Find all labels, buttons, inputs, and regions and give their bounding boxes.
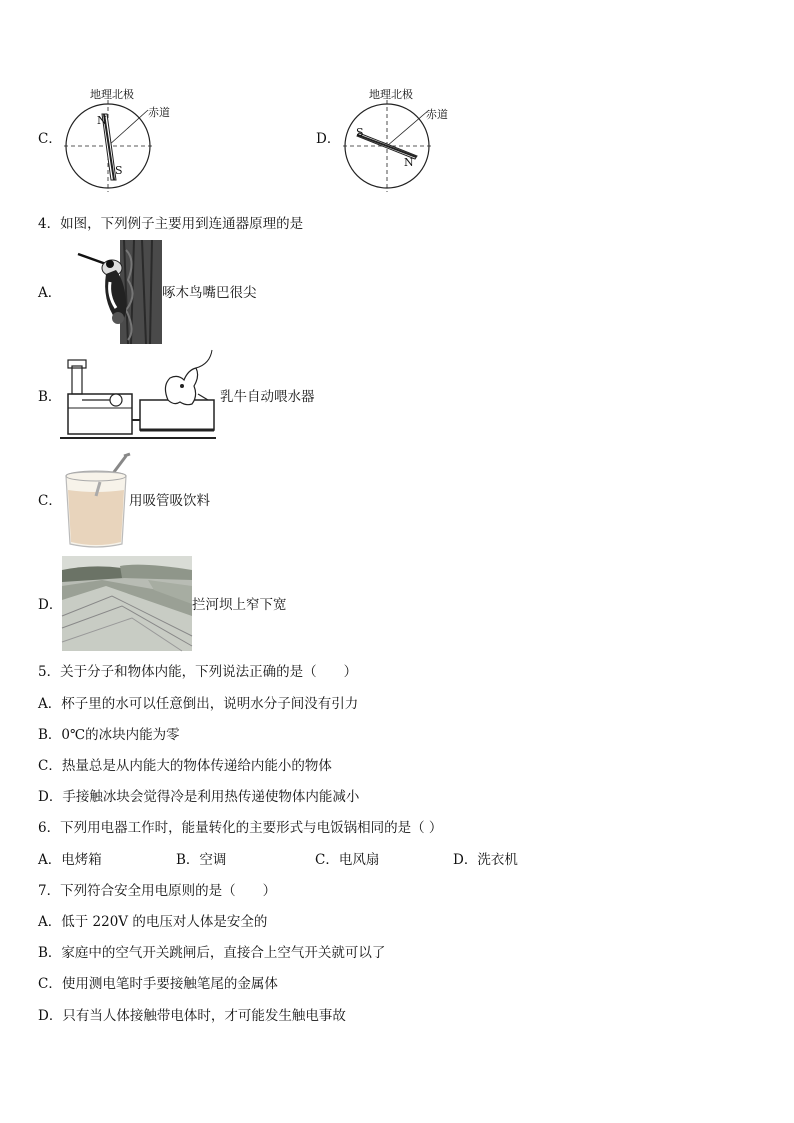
question-6-stem: 6．下列用电器工作时，能量转化的主要形式与电饭锅相同的是（ ） (38, 820, 443, 836)
equator-label: 赤道 (426, 108, 448, 121)
needle-n-label: N (404, 156, 414, 169)
q7-option-d: D．只有当人体接触带电体时，才可能发生触电事故 (38, 1008, 346, 1024)
q6-option-b: B．空调 (176, 852, 227, 868)
milk-glass-straw-image (60, 452, 132, 550)
pole-label: 地理北极 (90, 88, 134, 101)
needle-s-label: S (356, 126, 364, 139)
option-letter: D． (316, 131, 341, 147)
q7-option-a: A．低于 220V 的电压对人体是安全的 (38, 914, 268, 930)
q5-option-d: D．手接触冰块会觉得冷是利用热传递使物体内能减小 (38, 789, 360, 805)
q6-option-d: D．洗衣机 (453, 852, 518, 868)
q4-option-b-letter: B． (38, 389, 62, 405)
needle-s-label: S (115, 164, 123, 177)
question-4-stem: 4．如图，下列例子主要用到连通器原理的是 (38, 216, 304, 232)
q4-option-d-caption: 拦河坝上窄下宽 (192, 597, 287, 613)
pole-label: 地理北极 (369, 88, 413, 101)
question-5-stem: 5．关于分子和物体内能，下列说法正确的是（ ） (38, 664, 358, 680)
q4-option-a-caption: 啄木鸟嘴巴很尖 (162, 285, 257, 301)
option-letter: C． (38, 131, 62, 147)
q4-option-c-caption: 用吸管吸饮料 (129, 493, 210, 509)
q5-option-c: C．热量总是从内能大的物体传递给内能小的物体 (38, 758, 332, 774)
q4-option-b-caption: 乳牛自动喂水器 (220, 389, 315, 405)
q5-option-a: A．杯子里的水可以任意倒出，说明水分子间没有引力 (38, 696, 359, 712)
q7-option-b: B．家庭中的空气开关跳闸后，直接合上空气开关就可以了 (38, 945, 386, 961)
q7-option-c: C．使用测电笔时手要接触笔尾的金属体 (38, 976, 278, 992)
dam-image (62, 556, 192, 651)
q4-option-d-letter: D． (38, 597, 63, 613)
q4-option-a-letter: A． (38, 285, 62, 301)
question-7-stem: 7．下列符合安全用电原则的是（ ） (38, 883, 277, 899)
q6-option-a: A．电烤箱 (38, 852, 102, 868)
needle-n-label: N (97, 114, 107, 127)
water-feeder-image (60, 346, 220, 442)
q4-option-c-letter: C． (38, 493, 62, 509)
woodpecker-image (76, 240, 162, 344)
q5-option-b: B．0℃的冰块内能为零 (38, 727, 180, 743)
compass-figure-d (343, 100, 443, 190)
q6-option-c: C．电风扇 (315, 852, 380, 868)
compass-figure-c (62, 100, 162, 190)
equator-label: 赤道 (148, 106, 170, 119)
